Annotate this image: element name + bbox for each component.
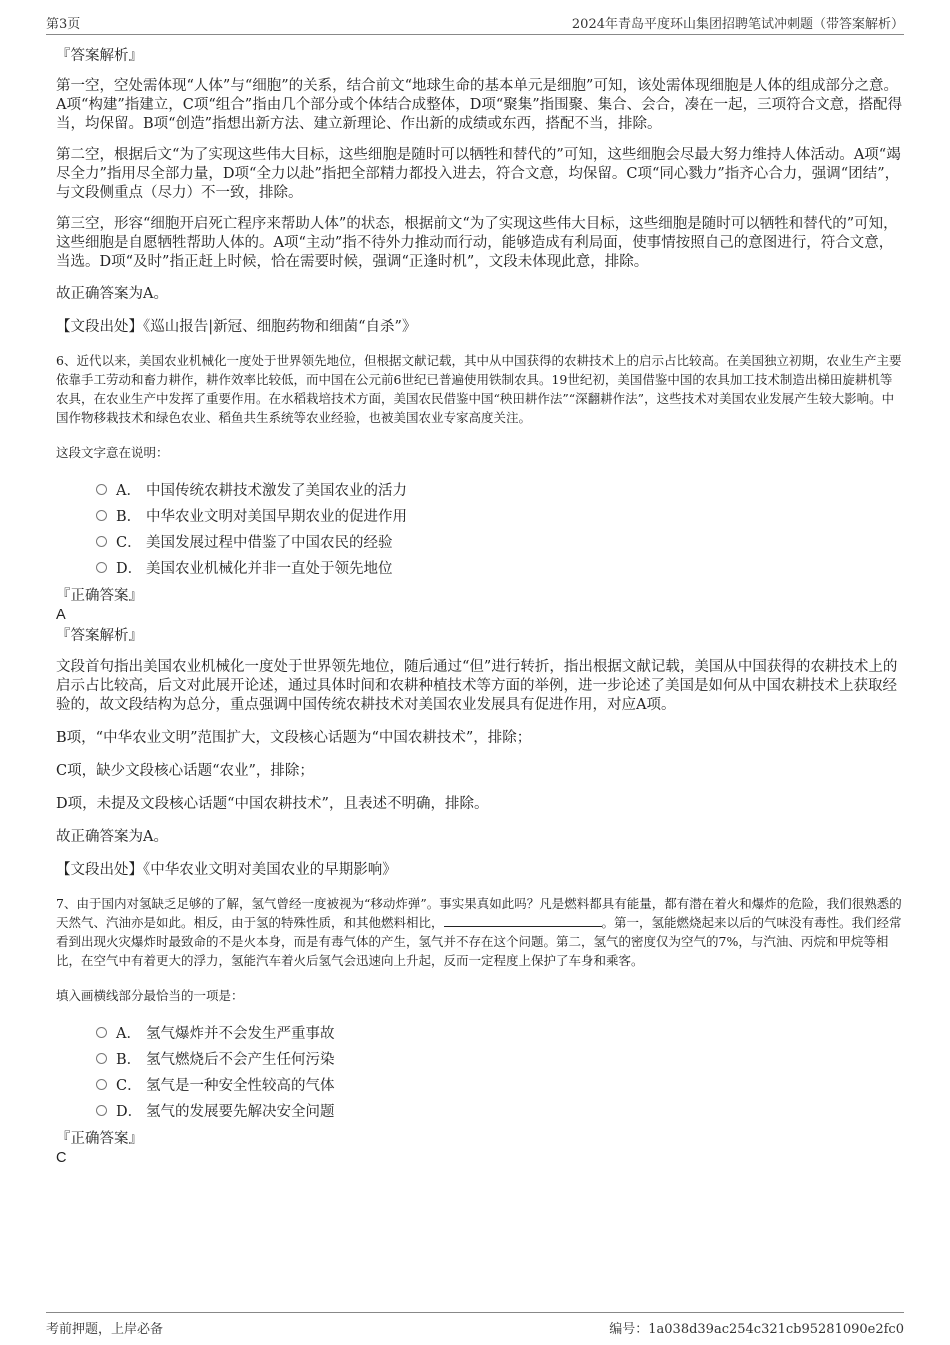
q6-analysis-para-3: C项，缺少文段核心话题“农业”，排除； xyxy=(56,763,314,779)
q6-option-d[interactable] xyxy=(96,554,904,580)
option-text: 美国农业机械化并非一直处于领先地位 xyxy=(146,560,393,577)
option-text: 中国传统农耕技术激发了美国农业的活力 xyxy=(146,482,407,499)
option-letter: B． xyxy=(116,508,142,525)
option-text: 美国发展过程中借鉴了中国农民的经验 xyxy=(146,534,393,551)
option-text: 氢气的发展要先解决安全问题 xyxy=(146,1103,335,1120)
q7-option-d[interactable] xyxy=(96,1097,904,1123)
radio-icon[interactable] xyxy=(96,1027,107,1038)
option-text: 氢气是一种安全性较高的气体 xyxy=(146,1077,335,1094)
q6-prompt: 这段文字意在说明： xyxy=(56,445,169,460)
q7-question xyxy=(46,894,904,970)
radio-icon[interactable] xyxy=(96,562,107,573)
q5-analysis-para-3: 第三空，形容“细胞开启死亡程序来帮助人体”的状态，根据前文“为了实现这些伟大目标，这些细胞是随时可以牺牲和替代的”可知，这些细胞是自愿牺牲帮助人体的。A项“主动”指不待外力推动而行动，能够造成有利局面，使事情按照自己的意图进行，符合文意，当选。D项“及时”指正赶上时候，恰在需要时候，强调“正逢时机”，文段未体现此意，排除。 xyxy=(56,216,898,270)
q5-analysis-para-1: 第一空，空处需体现“人体”与“细胞”的关系，结合前文“地球生命的基本单元是细胞”可知，该处需体现细胞是人体的组成部分之意。A项“构建”指建立，C项“组合”指由几个部分或个体结合成整体，D项“聚集”指围聚、集合、会合，凑在一起，三项符合文意，搭配得当，均保留。B项“创造”指想出新方法、建立新理论、作出新的成绩或东西，搭配不当，排除。 xyxy=(56,78,903,132)
q7-option-c[interactable] xyxy=(96,1071,904,1097)
radio-icon[interactable] xyxy=(96,1079,107,1090)
radio-icon[interactable] xyxy=(96,1053,107,1064)
radio-icon[interactable] xyxy=(96,1105,107,1116)
page-footer xyxy=(46,1312,904,1337)
page-content xyxy=(46,46,904,1167)
document-id: 编号：1a038d39ac254c321cb95281090e2fc0 xyxy=(609,1321,904,1337)
q6-analysis-para-2: B项，“中华农业文明”范围扩大，文段核心话题为“中国农耕技术”，排除； xyxy=(56,730,532,746)
q5-analysis-para-2: 第二空，根据后文“为了实现这些伟大目标，这些细胞是随时可以牺牲和替代的”可知，这些细胞会尽最大努力维持人体活动。A项“竭尽全力”指用尽全部力量，D项“全力以赴”指把全部精力都投入进去，符合文意，均保留。C项“同心戮力”指齐心合力，强调“团结”，与文段侧重点（尽力）不一致，排除。 xyxy=(56,147,901,201)
q7-prompt: 填入画横线部分最恰当的一项是： xyxy=(56,988,244,1003)
option-letter: C． xyxy=(116,1077,142,1094)
option-letter: C． xyxy=(116,534,142,551)
q6-conclusion: 故正确答案为A。 xyxy=(56,829,168,845)
q6-analysis-para-1: 文段首句指出美国农业机械化一度处于世界领先地位，随后通过“但”进行转折，指出根据文献记载，美国从中国获得的农耕技术上的启示占比较高，后文对此展开论述，通过具体时间和农耕种植技术等方面的举例，进一步论述了美国是如何从中国农耕技术上获取经验的，故文段结构为总分，重点强调中国传统农耕技术对美国农业发展具有促进作用，对应A项。 xyxy=(56,659,898,713)
option-text: 中华农业文明对美国早期农业的促进作用 xyxy=(146,508,407,525)
q6-option-a[interactable] xyxy=(96,476,904,502)
q5-analysis-label: 『答案解析』 xyxy=(56,48,143,64)
q6-option-c[interactable] xyxy=(96,528,904,554)
page-number: 第3页 xyxy=(46,17,81,32)
q6-analysis-label: 『答案解析』 xyxy=(56,628,143,644)
option-letter: A． xyxy=(116,1025,141,1042)
q7-correct-label: 『正确答案』 xyxy=(56,1131,143,1147)
fill-blank xyxy=(444,914,602,927)
q6-correct-answer: A xyxy=(56,607,66,623)
option-letter: A． xyxy=(116,482,141,499)
q6-question: 6、近代以来，美国农业机械化一度处于世界领先地位，但根据文献记载，其中从中国获得的农耕技术上的启示占比较高。在美国独立初期，农业生产主要依靠手工劳动和畜力耕作，耕作效率比较低，而中国在公元前6世纪已普遍使用铁制农具。19世纪初，美国借鉴中国的农具加工技术制造出梯田旋耕机等农具，在农业生产中发挥了重要作用。在水稻栽培技术方面，美国农民借鉴中国“秧田耕作法”“深翻耕作法”，这些技术对美国农业发展产生较大影响。中国作物移栽技术和绿色农业、稻鱼共生系统等农业经验，也被美国农业专家高度关注。 xyxy=(56,353,902,425)
radio-icon[interactable] xyxy=(96,536,107,547)
option-letter: D． xyxy=(116,1103,143,1120)
q6-correct-label: 『正确答案』 xyxy=(56,588,143,604)
option-letter: D． xyxy=(116,560,143,577)
option-text: 氢气爆炸并不会发生严重事故 xyxy=(146,1025,335,1042)
footer-slogan: 考前押题，上岸必备 xyxy=(46,1321,164,1337)
q6-source: 【文段出处】《中华农业文明对美国农业的早期影响》 xyxy=(56,862,397,878)
q7-option-b[interactable] xyxy=(96,1045,904,1071)
q7-question-before: 7、由于国内对氢缺乏足够的了解，氢气曾经一度被视为“移动炸弹”。事实果真如此吗？凡是燃料都具有能量，都有潜在着火和爆炸的危险，我们很熟悉的天然气、汽油亦是如此。相反，由于氢的特殊性质，和其他燃料相比， xyxy=(56,896,902,930)
document-title: 2024年青岛平度环山集团招聘笔试冲刺题（带答案解析） xyxy=(571,17,904,32)
q6-analysis-para-4: D项，未提及文段核心话题“中国农耕技术”，且表述不明确，排除。 xyxy=(56,796,489,812)
page-header xyxy=(46,10,904,35)
option-text: 氢气燃烧后不会产生任何污染 xyxy=(146,1051,335,1068)
q5-source: 【文段出处】《巡山报告|新冠、细胞药物和细菌“自杀”》 xyxy=(56,319,417,335)
radio-icon[interactable] xyxy=(96,484,107,495)
q7-options xyxy=(46,1019,904,1123)
q6-option-b[interactable] xyxy=(96,502,904,528)
q5-conclusion: 故正确答案为A。 xyxy=(56,286,168,302)
option-letter: B． xyxy=(116,1051,142,1068)
q7-question-after: 。第一，氢能燃烧起来以后的气味没有毒性。我们经常看到出现火灾爆炸时最致命的不是火本身，而是有毒气体的产生，氢气并不存在这个问题。第二，氢气的密度仅为空气的7%，与汽油、丙烷和甲烷等相比，在空气中有着更大的浮力，氢能汽车着火后氢气会迅速向上升起，反而一定程度上保护了车身和乘客。 xyxy=(56,915,902,968)
q6-options xyxy=(46,476,904,580)
radio-icon[interactable] xyxy=(96,510,107,521)
q7-option-a[interactable] xyxy=(96,1019,904,1045)
q7-correct-answer: C xyxy=(56,1150,67,1166)
